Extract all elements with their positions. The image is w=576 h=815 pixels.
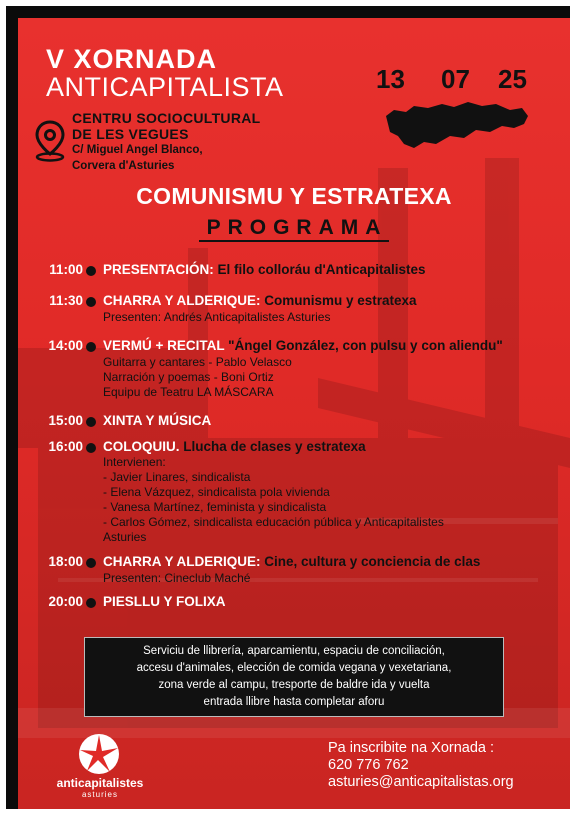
venue-line2: DE LES VEGUES	[72, 126, 189, 142]
program-heading: COMUNISMU Y ESTRATEXA	[136, 183, 452, 209]
schedule-desc: Llucha de clases y estratexa	[179, 439, 366, 454]
schedule-detail: Equipu de Teatru LA MÁSCARA	[103, 385, 274, 399]
anticapitalistes-logo-icon	[78, 733, 120, 775]
schedule-title	[103, 413, 211, 428]
contact-email[interactable]: asturies@anticapitalistas.org	[328, 774, 514, 790]
schedule-desc: Cine, cultura y conciencia de clas	[260, 554, 481, 569]
contact-phone[interactable]: 620 776 762	[328, 757, 409, 773]
schedule-detail: Narración y poemas - Boni Ortiz	[103, 370, 274, 384]
services-box	[84, 637, 504, 717]
schedule-title	[103, 262, 426, 277]
schedule-desc: El filo colloráu d'Anticapitalistes	[213, 262, 426, 277]
services-line: zona verde al campu, tresporte de baldre ida y vuelta	[158, 679, 430, 691]
schedule-label: CHARRA Y ALDERIQUE:	[103, 293, 261, 308]
schedule-title	[103, 554, 480, 569]
schedule-label: PIESLLU Y FOLIXA	[103, 594, 226, 609]
date-month: 07	[441, 64, 470, 94]
bullet-icon	[86, 342, 96, 352]
poster	[18, 18, 570, 809]
programa-title	[18, 216, 570, 240]
schedule-detail: - Carlos Gómez, sindicalista educación pública y Anticapitalistes	[103, 515, 444, 529]
logo-name: anticapitalistes	[56, 776, 144, 790]
schedule-time: 20:00	[48, 594, 83, 609]
schedule-desc: "Ángel González, con pulsu y con aliendu"	[224, 338, 503, 353]
schedule-time: 11:00	[49, 262, 83, 277]
schedule-title	[103, 594, 226, 609]
venue-line3: C/ Miguel Angel Blanco,	[72, 144, 203, 156]
schedule-detail: - Elena Vázquez, sindicalista pola vivienda	[103, 485, 330, 499]
asturias-map-icon	[384, 98, 530, 152]
schedule-title	[103, 439, 366, 454]
schedule-label: PRESENTACIÓN:	[103, 262, 214, 277]
schedule-label: COLOQUIU.	[103, 439, 180, 454]
date-year: 25	[498, 64, 527, 94]
event-title-line2: ANTICAPITALISTA	[46, 72, 284, 102]
bullet-icon	[86, 266, 96, 276]
programa-label: PROGRAMA	[199, 216, 390, 242]
bullet-icon	[86, 558, 96, 568]
schedule-detail: - Vanesa Martínez, feminista y sindicalista	[103, 500, 327, 514]
bullet-icon	[86, 443, 96, 453]
schedule-time: 18:00	[48, 554, 83, 569]
schedule-label: CHARRA Y ALDERIQUE:	[103, 554, 261, 569]
contact-info	[328, 740, 514, 791]
anticapitalistes-logo	[52, 733, 142, 805]
schedule-time: 14:00	[48, 338, 83, 353]
schedule-title	[103, 338, 503, 353]
schedule-label: XINTA Y MÚSICA	[103, 413, 212, 428]
schedule-title	[103, 293, 417, 308]
venue-line1: CENTRU SOCIOCULTURAL	[72, 110, 261, 126]
schedule-detail: Presenten: Andrés Anticapitalistes Asturies	[103, 310, 331, 324]
schedule-time: 11:30	[49, 293, 83, 308]
location-pin-icon	[34, 120, 66, 162]
date-day: 13	[376, 64, 405, 94]
schedule-detail: Guitarra y cantares - Pablo Velasco	[103, 355, 292, 369]
schedule-detail: Asturies	[103, 530, 147, 544]
schedule-time: 15:00	[48, 413, 83, 428]
schedule-detail: - Javier Linares, sindicalista	[103, 470, 251, 484]
schedule-time: 16:00	[48, 439, 83, 454]
poster-frame	[6, 6, 570, 809]
schedule-label: VERMÚ + RECITAL	[103, 338, 225, 353]
schedule-detail: Intervienen:	[103, 455, 166, 469]
contact-line1: Pa inscribite na Xornada :	[328, 740, 495, 756]
bullet-icon	[86, 297, 96, 307]
venue-address	[72, 110, 261, 174]
services-line: accesu d'animales, elección de comida vegana y vexetariana,	[136, 662, 452, 674]
event-title-line1: V XORNADA	[46, 44, 218, 74]
services-line: entrada llibre hasta completar aforu	[203, 696, 385, 708]
services-line: Serviciu de llibrería, aparcamientu, espaciu de conciliación,	[143, 645, 445, 657]
logo-subtitle: asturies	[81, 790, 118, 799]
bullet-icon	[86, 598, 96, 608]
schedule-detail: Presenten: Cineclub Maché	[103, 571, 251, 585]
bullet-icon	[86, 417, 96, 427]
schedule-desc: Comunismu y estratexa	[260, 293, 417, 308]
venue-line4: Corvera d'Asturies	[72, 160, 175, 172]
